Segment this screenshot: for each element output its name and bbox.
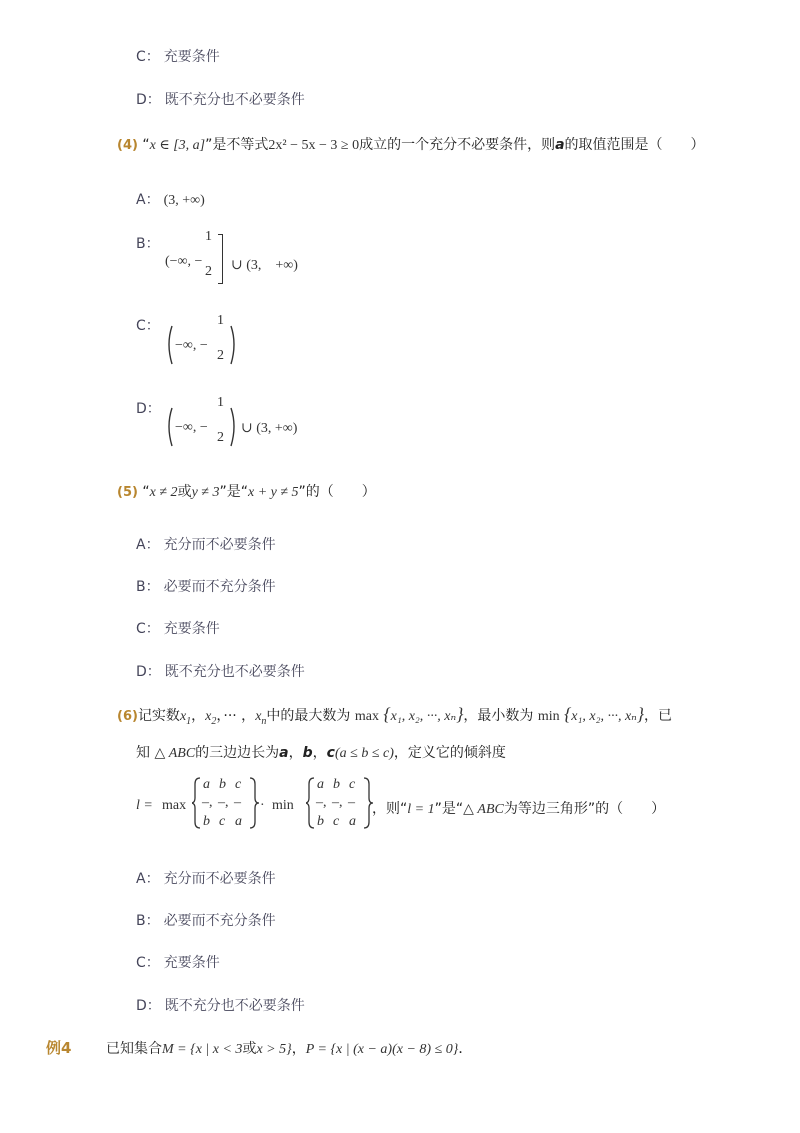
numerator: 1 bbox=[217, 395, 224, 410]
stem-text: ，··· ， bbox=[216, 708, 256, 724]
option-c bbox=[136, 46, 220, 66]
q4-option-d-math bbox=[165, 394, 298, 454]
stem-text: ”是不等式 bbox=[205, 137, 269, 153]
option-label: C： bbox=[136, 318, 160, 334]
set-content: x₁, x₂, ···, xₙ bbox=[571, 709, 637, 724]
math-set-m2: x > 5} bbox=[256, 1042, 292, 1057]
l-equals-one: l = 1 bbox=[407, 802, 435, 817]
option-text: 充分而不必要条件 bbox=[163, 537, 276, 553]
question-6-line-1: (6)记实数$x_1$，$x_2$，··· ，$x_n$中的最大数为 max {x₁, x₂, ···, xₙ}，最小数为 min {x₁, x₂, ···, xₙ}，已 bbox=[117, 704, 673, 727]
triangle-abc: △ ABC bbox=[154, 746, 196, 761]
stem-text: 的三边边长为 bbox=[195, 745, 280, 761]
svg-text:–,: –, bbox=[316, 795, 327, 810]
svg-text:–,: –, bbox=[332, 795, 343, 810]
min-word: min bbox=[272, 798, 294, 813]
q5-option-a bbox=[136, 534, 276, 554]
math-right: ∪ (3, +∞) bbox=[231, 258, 298, 273]
q6-option-a bbox=[136, 868, 276, 888]
option-label: A： bbox=[136, 871, 160, 887]
math-left: −∞, − bbox=[175, 420, 208, 435]
option-label: D： bbox=[136, 92, 161, 108]
question-6-line-3 bbox=[136, 772, 736, 834]
math-condition: x ∈ [3, a] bbox=[149, 138, 206, 153]
stem-text: ，最小数为 bbox=[463, 708, 534, 724]
question-number: (6) bbox=[117, 709, 138, 724]
question-6-line-2: 知 △ ABC的三边边长为a，b，c(a ≤ b ≤ c)，定义它的倾斜度 bbox=[136, 745, 506, 761]
q4-option-c-math bbox=[165, 312, 245, 372]
option-text: 充要条件 bbox=[163, 49, 220, 65]
q4-option-a bbox=[136, 189, 205, 209]
option-label: B： bbox=[136, 579, 160, 595]
option-math: (3, +∞) bbox=[163, 193, 205, 208]
math-x1: $x_1$ bbox=[179, 709, 192, 727]
stem-text: ”的（ ） bbox=[298, 484, 376, 500]
fraction bbox=[217, 396, 224, 445]
q6-option-c bbox=[136, 952, 220, 972]
question-4-stem bbox=[117, 134, 705, 154]
fraction bbox=[205, 230, 212, 279]
dot: · bbox=[260, 798, 265, 813]
question-5-stem bbox=[117, 481, 376, 501]
denominator: c bbox=[219, 814, 226, 829]
min-fraction-set bbox=[306, 772, 376, 834]
quote-open: “ bbox=[142, 484, 150, 500]
set-content: x₁, x₂, ···, xₙ bbox=[390, 709, 457, 724]
stem-text: ，定义它的倾斜度 bbox=[393, 745, 506, 761]
denominator: 2 bbox=[217, 347, 224, 363]
stem-text: 记实数 bbox=[137, 708, 180, 724]
stem-text: 成立的一个充分不必要条件，则 bbox=[359, 137, 556, 153]
stem-text: 为等边三角形”的（ ） bbox=[503, 801, 666, 817]
svg-text:–,: –, bbox=[218, 795, 229, 810]
option-d bbox=[136, 89, 305, 109]
q4-option-b bbox=[136, 233, 164, 253]
stem-text: 的取值范围是（ ） bbox=[564, 137, 705, 153]
option-label: D： bbox=[136, 401, 161, 417]
var-b: b bbox=[302, 745, 313, 761]
stem-text: 中的最大数为 bbox=[266, 708, 351, 724]
max-word: max bbox=[354, 709, 379, 724]
numerator: b bbox=[219, 777, 226, 792]
triangle-abc: △ ABC bbox=[463, 802, 504, 817]
numerator: 1 bbox=[217, 313, 224, 328]
math-inequality: 2x² − 5x − 3 ≥ 0 bbox=[268, 138, 360, 153]
option-text: 必要而不充分条件 bbox=[163, 913, 276, 929]
q4-option-d bbox=[136, 398, 165, 418]
denominator: b bbox=[317, 814, 324, 829]
numerator: a bbox=[317, 777, 324, 792]
denominator: a bbox=[349, 814, 356, 829]
condition: (a ≤ b ≤ c) bbox=[334, 746, 394, 761]
math-condition-3: x + y ≠ 5 bbox=[247, 485, 299, 500]
option-text: 既不充分也不必要条件 bbox=[164, 664, 305, 680]
svg-text:–: – bbox=[348, 795, 355, 810]
stem-text: ， bbox=[291, 1041, 306, 1057]
svg-text:–,: –, bbox=[202, 795, 213, 810]
math-x2: $x_2$ bbox=[205, 709, 217, 727]
max-fraction-set bbox=[192, 772, 262, 834]
option-text: 充要条件 bbox=[163, 955, 220, 971]
stem-text: ，已 bbox=[644, 708, 673, 724]
math-condition-2: y ≠ 3 bbox=[191, 485, 220, 500]
quote-open: “ bbox=[142, 137, 150, 153]
option-label: C： bbox=[136, 955, 160, 971]
option-label: B： bbox=[136, 913, 160, 929]
option-label: B： bbox=[136, 236, 160, 252]
question-number: (4) bbox=[117, 138, 138, 153]
q6-option-b bbox=[136, 910, 276, 930]
example-label: 例4 bbox=[46, 1039, 72, 1057]
var-a: a bbox=[279, 745, 289, 761]
denominator: 2 bbox=[205, 263, 212, 279]
q6-option-d bbox=[136, 995, 305, 1015]
math-set-p: P = {x | (x − a)(x − 8) ≤ 0} bbox=[305, 1042, 459, 1057]
stem-text: ”是“ bbox=[219, 484, 248, 500]
numerator: c bbox=[235, 777, 242, 792]
math-xn: $x_n$ bbox=[255, 709, 267, 727]
math-left: (−∞, − bbox=[165, 254, 203, 269]
option-label: D： bbox=[136, 998, 161, 1014]
math-left: −∞, − bbox=[175, 338, 208, 353]
option-label: A： bbox=[136, 192, 160, 208]
question-number: (5) bbox=[117, 485, 138, 500]
numerator: b bbox=[333, 777, 340, 792]
option-text: 既不充分也不必要条件 bbox=[164, 998, 305, 1014]
q5-option-b bbox=[136, 576, 276, 596]
q5-option-c bbox=[136, 618, 220, 638]
option-text: 充要条件 bbox=[163, 621, 220, 637]
l-equals: l = bbox=[136, 798, 153, 813]
option-label: C： bbox=[136, 621, 160, 637]
stem-text: ，则“ bbox=[372, 801, 408, 817]
math-var-a: a bbox=[555, 137, 565, 153]
fraction bbox=[217, 314, 224, 363]
numerator: 1 bbox=[205, 229, 212, 244]
option-text: 充分而不必要条件 bbox=[163, 871, 276, 887]
option-label: D： bbox=[136, 664, 161, 680]
stem-text: ”是“ bbox=[434, 801, 464, 817]
denominator: a bbox=[235, 814, 242, 829]
min-word: min bbox=[537, 709, 560, 724]
numerator: c bbox=[349, 777, 356, 792]
math-right: ∪ (3, +∞) bbox=[241, 421, 298, 436]
option-text: 既不充分也不必要条件 bbox=[164, 92, 305, 108]
var-c: c bbox=[326, 745, 335, 761]
numerator: a bbox=[203, 777, 210, 792]
stem-text: ． bbox=[458, 1041, 473, 1057]
option-label: C： bbox=[136, 49, 160, 65]
example-text bbox=[106, 1038, 472, 1058]
denominator: b bbox=[203, 814, 210, 829]
stem-text: 知 bbox=[136, 745, 150, 761]
svg-text:–: – bbox=[234, 795, 241, 810]
max-word: max bbox=[162, 798, 187, 813]
stem-text: 已知集合 bbox=[106, 1041, 162, 1057]
denominator: 2 bbox=[217, 429, 224, 445]
option-text: 必要而不充分条件 bbox=[163, 579, 276, 595]
line3-text bbox=[372, 798, 665, 818]
denominator: c bbox=[333, 814, 340, 829]
math-set-m: M = {x | x < 3 bbox=[162, 1042, 243, 1057]
option-label: A： bbox=[136, 537, 160, 553]
stem-text: 或 bbox=[177, 484, 192, 500]
q5-option-d bbox=[136, 661, 305, 681]
q4-option-c bbox=[136, 315, 164, 335]
math-condition-1: x ≠ 2 bbox=[149, 485, 178, 500]
stem-text: 或 bbox=[242, 1041, 257, 1057]
stem-text: ， bbox=[191, 708, 206, 724]
bracket-right bbox=[218, 234, 223, 284]
